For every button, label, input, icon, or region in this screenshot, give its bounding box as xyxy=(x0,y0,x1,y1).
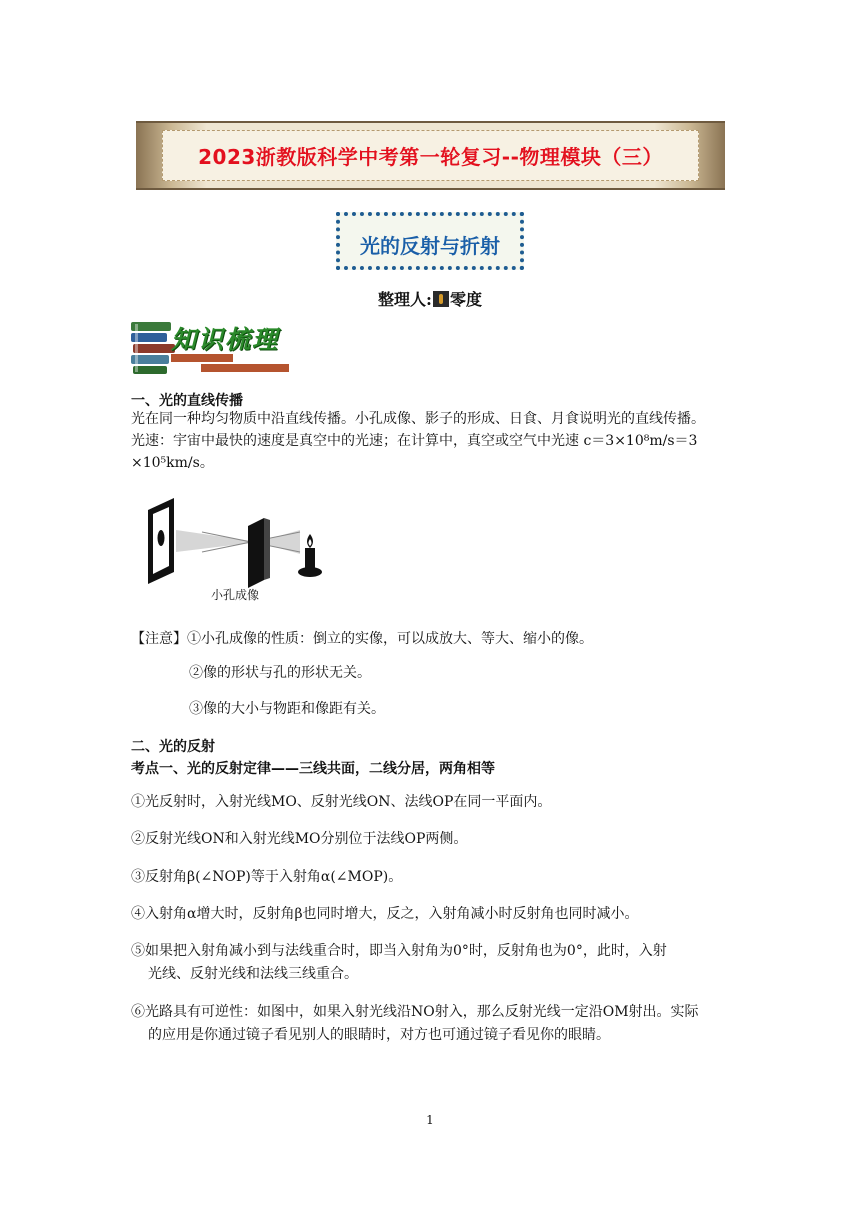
section2-subheading: 考点一、光的反射定律——三线共面，二线分居，两角相等 xyxy=(131,761,495,777)
section1-paragraph-line1: 光在同一种均匀物质中沿直线传播。小孔成像、影子的形成、日食、月食说明光的直线传播。 xyxy=(131,411,705,427)
reflection-item-5-line1: ⑤如果把入射角减小到与法线重合时，即当入射角为0°时，反射角也为0°，此时，入射 xyxy=(131,943,667,959)
note-item-3: ③像的大小与物距和像距有关。 xyxy=(189,701,385,717)
reflection-item-2: ②反射光线ON和入射光线MO分别位于法线OP两侧。 xyxy=(131,831,468,847)
section-logo xyxy=(131,318,293,376)
reflection-item-5-line2: 光线、反射光线和法线三线重合。 xyxy=(148,966,358,982)
pinhole-camera-figure xyxy=(140,490,340,590)
section2-heading: 二、光的反射 xyxy=(131,739,215,755)
organizer-label: 整理人: xyxy=(378,290,432,309)
reflection-item-6-line1: ⑥光路具有可逆性：如图中，如果入射光线沿NO射入，那么反射光线一定沿OM射出。实际 xyxy=(131,1004,699,1020)
reflection-item-1: ①光反射时，入射光线MO、反射光线ON、法线OP在同一平面内。 xyxy=(131,794,552,810)
organizer-avatar-icon xyxy=(433,291,449,307)
section1-paragraph-line3: ×10⁵km/s。 xyxy=(131,455,214,471)
note-item-2: ②像的形状与孔的形状无关。 xyxy=(189,665,371,681)
subtitle: 光的反射与折射 xyxy=(360,234,500,258)
note-item-1: ①小孔成像的性质：倒立的实像，可以成放大、等大、缩小的像。 xyxy=(187,631,593,647)
page-number: 1 xyxy=(426,1113,434,1127)
reflection-item-4: ④入射角α增大时，反射角β也同时增大，反之，入射角减小时反射角也同时减小。 xyxy=(131,906,639,922)
subtitle-box xyxy=(336,212,524,270)
reflection-item-6-line2: 的应用是你通过镜子看见别人的眼睛时，对方也可通过镜子看见你的眼睛。 xyxy=(148,1027,610,1043)
section1-heading: 一、光的直线传播 xyxy=(131,393,243,409)
figure-caption: 小孔成像 xyxy=(211,588,260,602)
document-title: 2023浙教版科学中考第一轮复习--物理模块（三） xyxy=(198,145,663,169)
organizer-line xyxy=(0,287,860,310)
reflection-item-3: ③反射角β(∠NOP)等于入射角α(∠MOP)。 xyxy=(131,869,403,885)
note-label: 【注意】 xyxy=(131,631,187,647)
organizer-name: 零度 xyxy=(449,290,482,309)
section-logo-text: 知识梳理 xyxy=(171,325,280,354)
title-banner xyxy=(136,121,725,190)
note-line-1 xyxy=(131,628,731,650)
section1-paragraph-line2: 光速：宇宙中最快的速度是真空中的光速；在计算中，真空或空气中光速 c＝3×10⁸m/s＝3 xyxy=(131,433,698,449)
